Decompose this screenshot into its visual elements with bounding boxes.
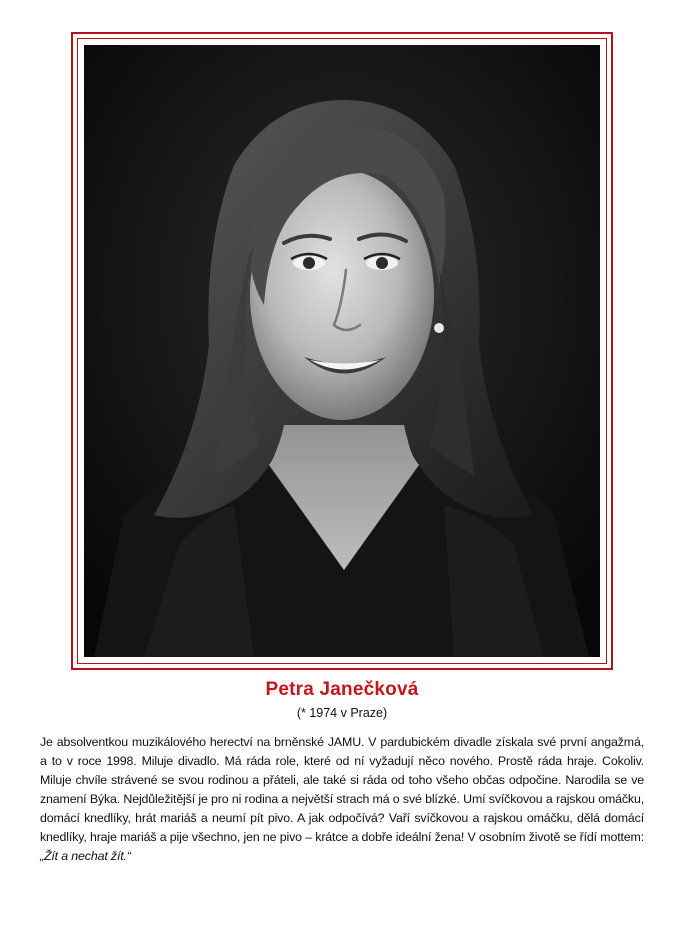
motto-text: „Žít a nechat žít.“ [40,849,131,863]
person-name: Petra Janečková [265,679,419,700]
biography-text: Je absolventkou muzikálového herectví na brněnské JAMU. V pardubickém divadle získala své první angažmá, a to v roce 1998. Miluje divadlo. Má ráda role, které od ní vyžadují něco nového. Prostě ráda hraje. Cokoliv. Miluje chvíle strávené se svou rodinou a přáteli, ale také si ráda od toho všeho občas odpočine. Narodila se ve znamení Býka. Nejdůležitější je pro ni rodina a největší strach má o své blízké. Umí svíčkovou a rajskou omáčku, domácí knedlíky, hrát mariáš a neumí pít pivo. A jak odpočívá? Vaří svíčkovou a rajskou omáčku, dělá domácí knedlíky, hraje mariáš a pije všechno, jen ne pivo – krátce a dobře ideální žena! V osobním životě se řídí mottem: [40,735,644,844]
portrait-illustration [84,45,600,657]
birth-info: (* 1974 v Praze) [296,706,388,720]
biography-paragraph [40,733,644,866]
portrait-photo [84,45,600,657]
